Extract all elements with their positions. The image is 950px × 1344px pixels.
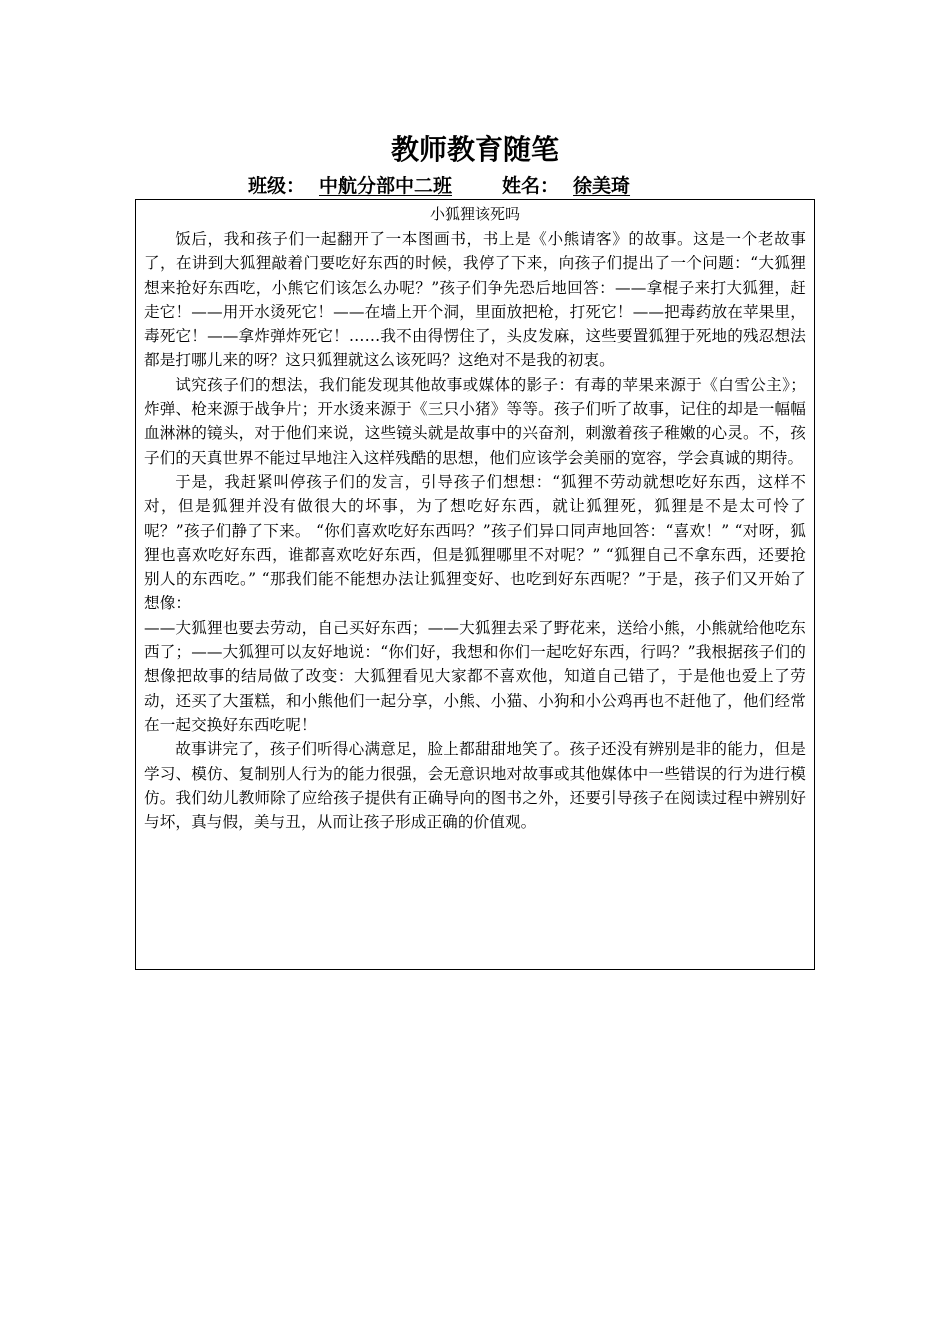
- essay-title: 小狐狸该死吗: [429, 205, 520, 223]
- class-label: 班级：: [247, 175, 305, 197]
- class-value-field: [305, 175, 466, 197]
- essay-paragraph-5: 故事讲完了，孩子们听得心满意足，脸上都甜甜地笑了。孩子还没有辨别是非的能力，但是学习、模仿、复制别人行为的能力很强，会无意识地对故事或其他媒体中一些错误的行为进行模仿。我们幼儿教师除了应给孩子提供有正确导向的图书之外，还要引导孩子在阅读过程中辨别好与坏，真与假，美与丑，从而让孩子形成正确的价值观。: [144, 740, 806, 832]
- essay-paragraph-3: 于是，我赶紧叫停孩子们的发言，引导孩子们想想：“狐狸不劳动就想吃好东西，这样不对，但是狐狸并没有做很大的坏事，为了想吃好东西，就让狐狸死，狐狸是不是太可怜了呢？”孩子们静了下来。 “你们喜欢吃好东西吗？”孩子们异口同声地回答：“喜欢！” “对呀，狐狸也喜欢吃好东西，谁都喜欢吃好东西，但是狐狸哪里不对呢？” “狐狸自己不拿东西，还要抢别人的东西吃。” “那我们能不能想办法让狐狸变好、也吃到好东西呢？”于是，孩子们又开始了想像：: [144, 472, 806, 613]
- essay-paragraph-4: ——大狐狸也要去劳动，自己买好东西；——大狐狸去采了野花来，送给小熊，小熊就给他吃东西了；——大狐狸可以友好地说：“你们好，我想和你们一起吃好东西，行吗？”我根据孩子们的想像把故事的结局做了改变：大狐狸看见大家都不喜欢他，知道自己错了，于是他也爱上了劳动，还买了大蛋糕，和小熊他们一起分享，小熊、小猫、小狗和小公鸡再也不赶他了，他们经常在一起交换好东西吃呢！: [144, 618, 806, 734]
- name-label: 姓名：: [502, 175, 560, 197]
- essay-paragraph-2: 试究孩子们的想法，我们能发现其他故事或媒体的影子：有毒的苹果来源于《白雪公主》；炸弹、枪来源于战争片；开水烫来源于《三只小猪》等等。孩子们听了故事，记住的却是一幅幅血淋淋的镜头，对于他们来说，这些镜头就是故事中的兴奋剂，刺激着孩子稚嫩的心灵。不，孩子们的天真世界不能过早地注入这样残酷的思想，他们应该学会美丽的宽容，学会真诚的期待。: [144, 375, 806, 467]
- document-title: 教师教育随笔: [390, 133, 559, 166]
- class-value: 中航分部中二班: [318, 175, 452, 197]
- essay-paragraph-1: 饭后，我和孩子们一起翻开了一本图画书，书上是《小熊请客》的故事。这是一个老故事了，在讲到大狐狸敲着门要吃好东西的时候，我停了下来，向孩子们提出了一个问题：“大狐狸想来抢好东西吃，小熊它们该怎么办呢？”孩子们争先恐后地回答：——拿棍子来打大狐狸，赶走它！——用开水烫死它！——在墙上开个洞，里面放把枪，打死它！——把毒药放在苹果里，毒死它！——拿炸弹炸死它！……我不由得愣住了，头皮发麻，这些要置狐狸于死地的残忍想法都是打哪儿来的呀？这只狐狸就这么该死吗？这绝对不是我的初衷。: [144, 230, 806, 370]
- document-meta: [0, 172, 950, 200]
- name-value: 徐美琦: [573, 175, 631, 197]
- essay-box: [135, 199, 815, 970]
- name-value-field: [559, 175, 702, 197]
